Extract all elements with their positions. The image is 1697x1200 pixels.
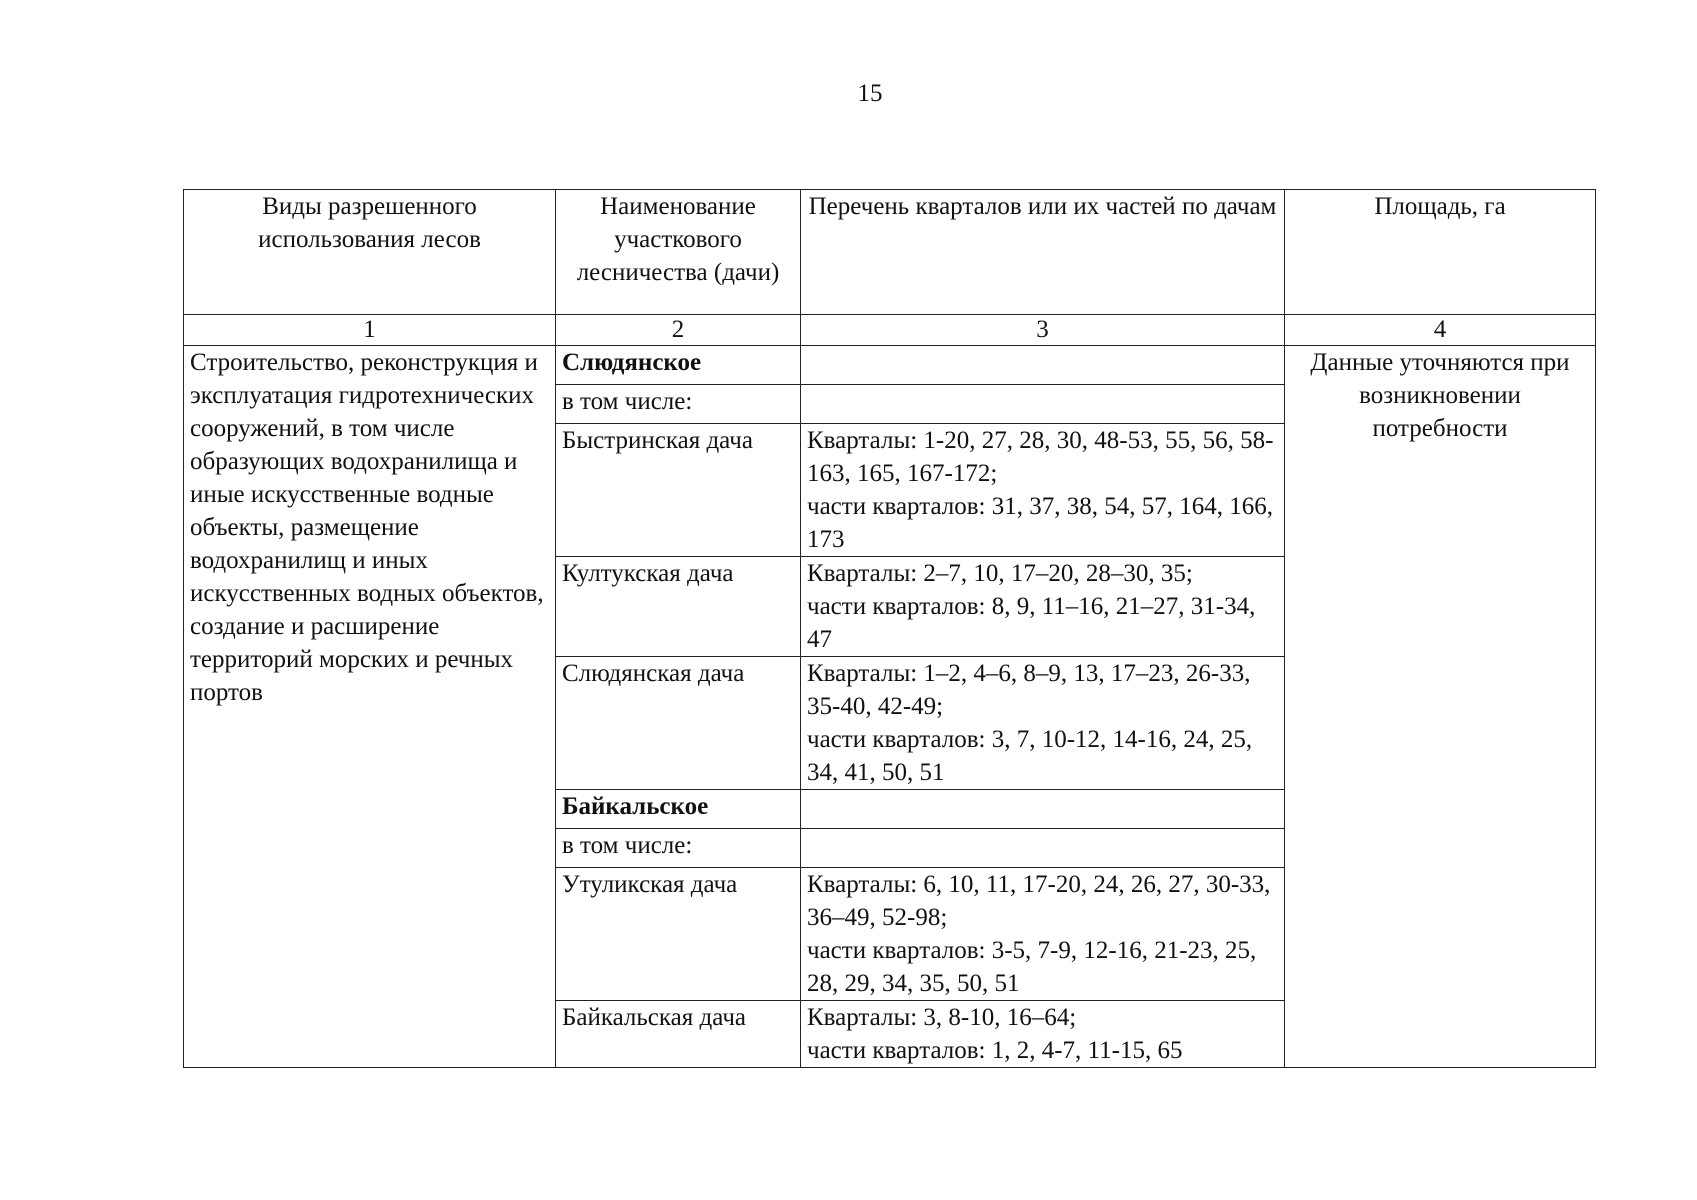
- quarters-cell: [801, 790, 1285, 829]
- quarters-list: Кварталы: 6, 10, 11, 17-20, 24, 26, 27, 30-33, 36–49, 52-98;: [807, 871, 1271, 931]
- header-area: Площадь, га: [1285, 190, 1596, 315]
- forestry-subheading: в том числе:: [556, 385, 801, 424]
- column-number-row: [184, 315, 1596, 346]
- column-number: 1: [184, 315, 556, 346]
- partial-quarters-list: части кварталов: 3, 7, 10-12, 14-16, 24, 25, 34, 41, 50, 51: [807, 726, 1253, 786]
- forestry-subheading: в том числе:: [556, 829, 801, 868]
- forestry-name: Байкальское: [556, 790, 801, 829]
- quarters-cell: [801, 424, 1285, 557]
- partial-quarters-list: части кварталов: 31, 37, 38, 54, 57, 164, 166, 173: [807, 493, 1273, 553]
- column-number: 4: [1285, 315, 1596, 346]
- forestry-name: Утуликская дача: [556, 868, 801, 1001]
- area-note-cell: Данные уточняются при возникновении потребности: [1285, 346, 1596, 1068]
- forestry-name: Слюдянская дача: [556, 657, 801, 790]
- column-number: 3: [801, 315, 1285, 346]
- forestry-name: Култукская дача: [556, 557, 801, 657]
- partial-quarters-list: части кварталов: 3-5, 7-9, 12-16, 21-23, 25, 28, 29, 34, 35, 50, 51: [807, 937, 1257, 997]
- forestry-name: Байкальская дача: [556, 1001, 801, 1068]
- quarters-cell: [801, 657, 1285, 790]
- column-number: 2: [556, 315, 801, 346]
- quarters-list: Кварталы: 3, 8-10, 16–64;: [807, 1004, 1077, 1031]
- forestry-name: Быстринская дача: [556, 424, 801, 557]
- quarters-list: Кварталы: 1-20, 27, 28, 30, 48-53, 55, 56, 58-163, 165, 167-172;: [807, 427, 1274, 487]
- partial-quarters-list: части кварталов: 1, 2, 4-7, 11-15, 65: [807, 1037, 1183, 1064]
- quarters-list: Кварталы: 2–7, 10, 17–20, 28–30, 35;: [807, 560, 1193, 587]
- quarters-cell: [801, 868, 1285, 1001]
- table-row: [184, 346, 1596, 385]
- quarters-cell: [801, 346, 1285, 385]
- quarters-cell: [801, 1001, 1285, 1068]
- quarters-cell: [801, 557, 1285, 657]
- quarters-cell: [801, 829, 1285, 868]
- page-number: 15: [857, 80, 883, 107]
- partial-quarters-list: части кварталов: 8, 9, 11–16, 21–27, 31-34, 47: [807, 593, 1256, 653]
- header-usage-type: Виды разрешенного использования лесов: [184, 190, 556, 315]
- header-quarters-list: Перечень кварталов или их частей по дачам: [801, 190, 1285, 315]
- header-row: [184, 190, 1596, 315]
- forest-use-table: [183, 189, 1596, 1068]
- quarters-list: Кварталы: 1–2, 4–6, 8–9, 13, 17–23, 26-33, 35-40, 42-49;: [807, 660, 1251, 720]
- forestry-name: Слюдянское: [556, 346, 801, 385]
- quarters-cell: [801, 385, 1285, 424]
- usage-type-cell: Строительство, реконструкция и эксплуатация гидротехнических сооружений, в том числе образующих водохранилища и иные искусственные водные объекты, размещение водохранилищ и иных искусственных водных объектов, создание и расширение территорий морских и речных портов: [184, 346, 556, 1068]
- header-forestry-name: Наименование участкового лесничества (дачи): [556, 190, 801, 315]
